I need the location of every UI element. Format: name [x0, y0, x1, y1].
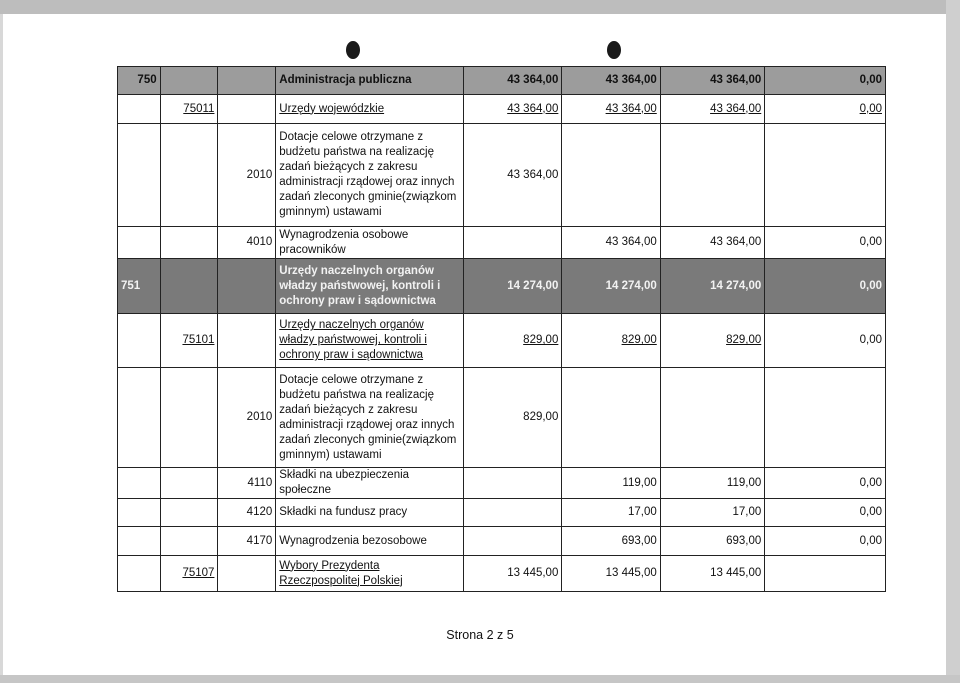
value-col-4: [765, 556, 886, 592]
dzial-code: [118, 124, 161, 227]
value-col-1: [463, 499, 561, 527]
rozdzial-code: [160, 259, 218, 314]
row-description: Wybory Prezydenta Rzeczpospolitej Polskiej: [276, 556, 464, 592]
paragraf-code: 4170: [218, 527, 276, 556]
value-col-1: 13 445,00: [463, 556, 561, 592]
scan-border-right: [946, 0, 960, 683]
paragraf-code: [218, 556, 276, 592]
value-col-4: 0,00: [765, 314, 886, 368]
table-row-rozdzial-75101: [118, 314, 886, 368]
value-col-1: 829,00: [463, 314, 561, 368]
punch-hole-right: [607, 41, 621, 59]
value-col-2: 17,00: [562, 499, 660, 527]
table-row-paragraf-4010: [118, 227, 886, 259]
row-description: Urzędy naczelnych organów władzy państwowej, kontroli i ochrony praw i sądownictwa: [276, 314, 464, 368]
dzial-code: [118, 368, 161, 468]
rozdzial-code: [160, 499, 218, 527]
value-col-3: 17,00: [660, 499, 764, 527]
value-col-4: 0,00: [765, 67, 886, 95]
row-description: Składki na fundusz pracy: [276, 499, 464, 527]
paragraf-code: [218, 67, 276, 95]
paragraf-code: [218, 95, 276, 124]
value-col-2: 13 445,00: [562, 556, 660, 592]
value-col-2: 14 274,00: [562, 259, 660, 314]
value-col-4: 0,00: [765, 227, 886, 259]
value-col-4: 0,00: [765, 468, 886, 499]
value-col-2: 43 364,00: [562, 227, 660, 259]
table-row-rozdzial-75107: [118, 556, 886, 592]
paragraf-code: [218, 259, 276, 314]
budget-table: [117, 66, 886, 592]
value-col-2: [562, 124, 660, 227]
page-number: Strona 2 z 5: [446, 628, 514, 642]
value-col-4: 0,00: [765, 499, 886, 527]
value-col-3: [660, 368, 764, 468]
value-col-4: [765, 124, 886, 227]
paragraf-code: [218, 314, 276, 368]
scan-border-left: [0, 14, 3, 675]
table-row-paragraf-4170: [118, 527, 886, 556]
row-description: Wynagrodzenia bezosobowe: [276, 527, 464, 556]
table-row-paragraf-4110: [118, 468, 886, 499]
rozdzial-code: [160, 368, 218, 468]
row-description: Wynagrodzenia osobowe pracowników: [276, 227, 464, 259]
dzial-code: [118, 95, 161, 124]
dzial-code: 750: [118, 67, 161, 95]
dzial-code: [118, 227, 161, 259]
paragraf-code: 2010: [218, 368, 276, 468]
dzial-code: [118, 468, 161, 499]
dzial-code: 751: [118, 259, 161, 314]
table-row-dzial-751: [118, 259, 886, 314]
value-col-2: 43 364,00: [562, 67, 660, 95]
punch-hole-left: [346, 41, 360, 59]
rozdzial-code: 75107: [160, 556, 218, 592]
table-row-dzial-750: [118, 67, 886, 95]
value-col-1: 43 364,00: [463, 67, 561, 95]
value-col-1: [463, 527, 561, 556]
row-description: Składki na ubezpieczenia społeczne: [276, 468, 464, 499]
paragraf-code: 4110: [218, 468, 276, 499]
rozdzial-code: 75011: [160, 95, 218, 124]
value-col-1: 829,00: [463, 368, 561, 468]
value-col-1: 43 364,00: [463, 124, 561, 227]
row-description: Urzędy wojewódzkie: [276, 95, 464, 124]
table-row-paragraf-2010: [118, 124, 886, 227]
value-col-3: 829,00: [660, 314, 764, 368]
row-description: Administracja publiczna: [276, 67, 464, 95]
value-col-3: [660, 124, 764, 227]
value-col-2: 43 364,00: [562, 95, 660, 124]
table-row-paragraf-4120: [118, 499, 886, 527]
value-col-4: 0,00: [765, 259, 886, 314]
value-col-3: 43 364,00: [660, 95, 764, 124]
value-col-2: 829,00: [562, 314, 660, 368]
row-description: Urzędy naczelnych organów władzy państwowej, kontroli i ochrony praw i sądownictwa: [276, 259, 464, 314]
scan-border-bottom: [0, 675, 960, 683]
paragraf-code: 4120: [218, 499, 276, 527]
value-col-4: 0,00: [765, 527, 886, 556]
dzial-code: [118, 527, 161, 556]
value-col-4: 0,00: [765, 95, 886, 124]
value-col-2: [562, 368, 660, 468]
row-description: Dotacje celowe otrzymane z budżetu państwa na realizację zadań bieżących z zakresu administracji rządowej oraz innych zadań zleconych gminie(związkom gminnym) ustawami: [276, 124, 464, 227]
rozdzial-code: [160, 67, 218, 95]
paragraf-code: 2010: [218, 124, 276, 227]
dzial-code: [118, 499, 161, 527]
rozdzial-code: [160, 124, 218, 227]
value-col-3: 43 364,00: [660, 227, 764, 259]
table-row-paragraf-2010: [118, 368, 886, 468]
rozdzial-code: [160, 227, 218, 259]
value-col-1: [463, 227, 561, 259]
rozdzial-code: [160, 527, 218, 556]
value-col-3: 119,00: [660, 468, 764, 499]
dzial-code: [118, 314, 161, 368]
paragraf-code: 4010: [218, 227, 276, 259]
value-col-3: 13 445,00: [660, 556, 764, 592]
value-col-1: 43 364,00: [463, 95, 561, 124]
value-col-1: 14 274,00: [463, 259, 561, 314]
dzial-code: [118, 556, 161, 592]
scan-border-top: [0, 0, 960, 14]
value-col-3: 14 274,00: [660, 259, 764, 314]
value-col-2: 119,00: [562, 468, 660, 499]
rozdzial-code: [160, 468, 218, 499]
value-col-3: 693,00: [660, 527, 764, 556]
rozdzial-code: 75101: [160, 314, 218, 368]
value-col-1: [463, 468, 561, 499]
row-description: Dotacje celowe otrzymane z budżetu państwa na realizację zadań bieżących z zakresu administracji rządowej oraz innych zadań zleconych gminie(związkom gminnym) ustawami: [276, 368, 464, 468]
value-col-2: 693,00: [562, 527, 660, 556]
value-col-3: 43 364,00: [660, 67, 764, 95]
table-row-rozdzial-75011: [118, 95, 886, 124]
value-col-4: [765, 368, 886, 468]
